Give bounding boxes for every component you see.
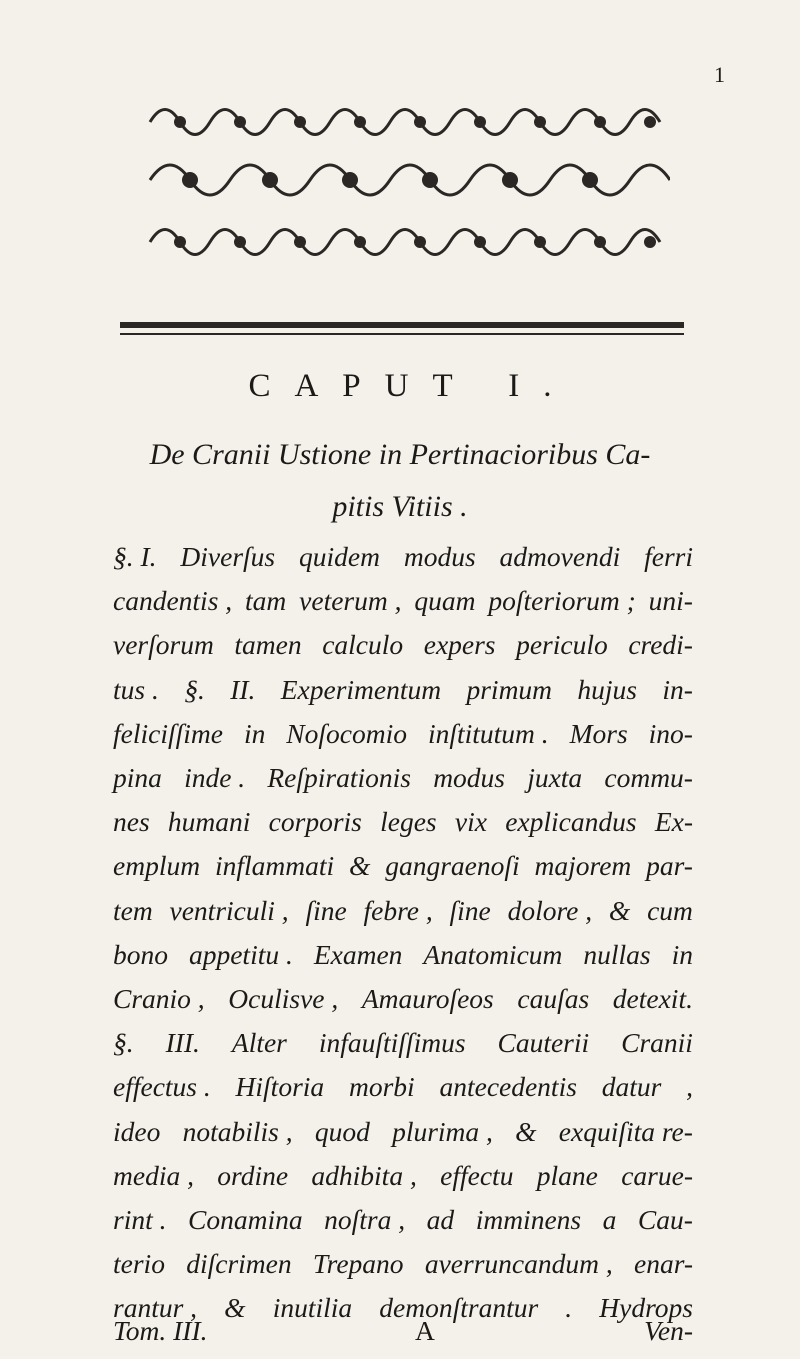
word: corporis: [268, 806, 362, 838]
word: §. I.: [113, 541, 157, 572]
word: Cauterii: [497, 1027, 590, 1059]
word: ino-: [648, 717, 693, 749]
word: modus: [433, 762, 505, 794]
text-line: [113, 756, 693, 800]
word: adhibita ,: [311, 1159, 417, 1191]
word: morbi: [348, 1071, 415, 1103]
word: Alter: [231, 1027, 287, 1059]
word: candentis ,: [113, 585, 233, 617]
text-line: [113, 1021, 693, 1065]
word: uni-: [648, 585, 693, 617]
word: averruncandum ,: [424, 1248, 613, 1280]
word: Mors: [569, 717, 628, 749]
word: ordine: [217, 1159, 289, 1191]
word: inflammati: [214, 850, 335, 882]
word: terio: [113, 1248, 165, 1280]
text-line: [113, 844, 693, 888]
word: tem: [113, 894, 153, 926]
word: media ,: [113, 1159, 194, 1191]
footer-catchword: Ven-: [644, 1315, 693, 1346]
word: Cranii: [621, 1027, 693, 1059]
header-rule-thick: [120, 322, 684, 328]
word: Cau-: [637, 1204, 693, 1236]
word: ,: [686, 1071, 693, 1103]
word: ſine: [305, 894, 347, 926]
footer-signature: A: [415, 1315, 435, 1346]
word: ideo: [113, 1115, 161, 1147]
word: periculo: [516, 629, 608, 661]
word: juxta: [527, 762, 583, 794]
word: Hydrops: [599, 1292, 693, 1324]
word: diſcrimen: [186, 1248, 292, 1280]
word: ferri: [644, 541, 693, 572]
word: poſteriorum ;: [488, 585, 636, 617]
word: tus .: [113, 673, 159, 705]
ornament-headpiece-icon: [140, 92, 670, 267]
word: quam: [414, 585, 476, 617]
word: majorem: [534, 850, 632, 882]
word: Conamina: [188, 1204, 303, 1236]
text-line: [113, 800, 693, 844]
word: cum: [647, 894, 693, 926]
word: enar-: [633, 1248, 693, 1280]
text-line: [113, 535, 693, 579]
word: III.: [165, 1027, 200, 1059]
word: rantur ,: [113, 1292, 198, 1324]
word: quod: [314, 1115, 370, 1147]
word: II.: [230, 673, 256, 705]
word: dolore ,: [507, 894, 593, 926]
word: a: [602, 1204, 617, 1236]
word: feliciſſime: [113, 717, 223, 749]
word: Cranio ,: [113, 983, 205, 1015]
word: datur: [601, 1071, 662, 1103]
word: credi-: [628, 629, 693, 661]
word: &: [348, 850, 371, 882]
text-line: [113, 668, 693, 712]
header-rule-thin: [120, 333, 684, 335]
word: exquiſita re-: [558, 1115, 693, 1147]
word: demonſtrantur: [379, 1292, 539, 1324]
word: in: [243, 717, 266, 749]
word: pina: [113, 762, 162, 794]
word: primum: [466, 673, 553, 705]
word: veterum ,: [299, 585, 402, 617]
word: rint .: [113, 1204, 167, 1236]
word: in-: [662, 673, 693, 705]
word: hujus: [577, 673, 637, 705]
word: quidem: [299, 541, 380, 572]
word: commu-: [604, 762, 693, 794]
word: detexit.: [612, 983, 693, 1015]
text-line: [113, 933, 693, 977]
word: antecedentis: [439, 1071, 577, 1103]
word: imminens: [475, 1204, 582, 1236]
text-line: [113, 1110, 693, 1154]
word: infauſtiſſimus: [318, 1027, 466, 1059]
text-line: [113, 579, 693, 623]
word: Examen: [313, 938, 403, 970]
page-number: 1: [714, 62, 725, 87]
word: tam: [245, 585, 287, 617]
word: verſorum: [113, 629, 214, 661]
word: inutilia: [272, 1292, 353, 1324]
word: inde .: [184, 762, 246, 794]
text-line: [113, 977, 693, 1021]
text-line: [113, 1065, 693, 1109]
word: explicandus: [505, 806, 637, 838]
text-line: [113, 712, 693, 756]
word: emplum: [113, 850, 201, 882]
word: admovendi: [499, 541, 621, 572]
word: Experimentum: [280, 673, 442, 705]
word: in: [671, 938, 693, 970]
word: ad: [426, 1204, 455, 1236]
word: &: [224, 1292, 246, 1324]
word: cauſas: [517, 983, 590, 1015]
word: notabilis ,: [182, 1115, 293, 1147]
chapter-subtitle-line2: pitis Vitiis .: [332, 490, 468, 523]
word: Noſocomio: [286, 717, 407, 749]
word: carue-: [621, 1159, 693, 1191]
text-line: [113, 623, 693, 667]
word: &: [608, 894, 631, 926]
word: appetitu .: [188, 938, 293, 970]
word: Diverſus: [180, 541, 276, 572]
word: Oculisve ,: [228, 983, 339, 1015]
word: bono: [113, 938, 168, 970]
word: effectu: [440, 1159, 514, 1191]
word: Amauroſeos: [361, 983, 494, 1015]
footer-volume: Tom. III.: [113, 1315, 208, 1346]
text-line: [113, 1242, 693, 1286]
word: par-: [646, 850, 693, 882]
word: plurima ,: [392, 1115, 493, 1147]
word: Anatomicum: [423, 938, 563, 970]
word: humani: [167, 806, 251, 838]
word: plane: [536, 1159, 598, 1191]
word: calculo: [322, 629, 404, 661]
text-line: [113, 1198, 693, 1242]
word: ventriculi ,: [169, 894, 289, 926]
chapter-title: CAPUT I.: [248, 368, 576, 404]
word: ſine: [449, 894, 491, 926]
word: febre ,: [363, 894, 433, 926]
word: nes: [113, 806, 150, 838]
word: nullas: [583, 938, 651, 970]
text-line: [113, 1154, 693, 1198]
word: &: [515, 1115, 537, 1147]
word: Ex-: [654, 806, 693, 838]
word: Trepano: [312, 1248, 404, 1280]
word: vix: [454, 806, 487, 838]
word: .: [565, 1292, 573, 1324]
chapter-subtitle-line1: De Cranii Ustione in Pertinacioribus Ca-: [149, 438, 651, 471]
word: noſtra ,: [324, 1204, 406, 1236]
word: §.: [184, 673, 205, 705]
word: expers: [423, 629, 496, 661]
body-text: [113, 535, 693, 1331]
word: leges: [380, 806, 437, 838]
word: tamen: [234, 629, 302, 661]
word: modus: [403, 541, 476, 572]
word: inſtitutum .: [427, 717, 549, 749]
word: gangraenoſi: [385, 850, 520, 882]
text-line: [113, 889, 693, 933]
word: Hiſtoria: [235, 1071, 325, 1103]
word: §.: [113, 1027, 134, 1059]
word: effectus .: [113, 1071, 211, 1103]
word: Reſpirationis: [267, 762, 411, 794]
